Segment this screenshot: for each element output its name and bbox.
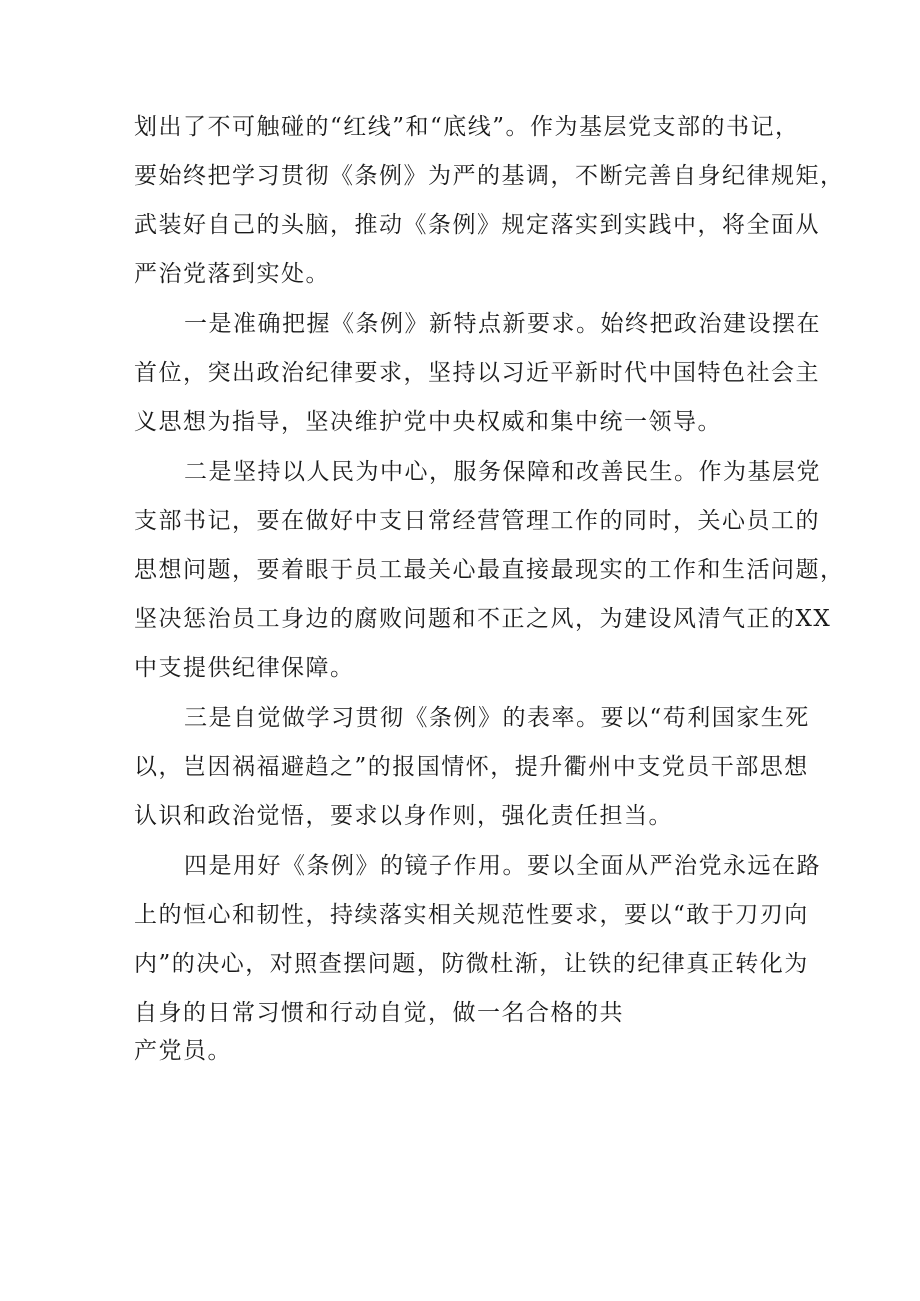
text-line: 坚决惩治员工身边的腐败问题和不正之风，为建设风清气正的XX (134, 606, 832, 632)
text-line: 思想问题，要着眼于员工最关心最直接最现实的工作和生活问题， (134, 557, 845, 583)
paragraph (134, 300, 821, 447)
text-line: 内”的决心，对照查摆问题，防微杜渐，让铁的纪律真正转化为 (134, 951, 809, 977)
text-line: 认识和政治觉悟，要求以身作则，强化责任担当。 (134, 803, 673, 829)
text-line: 以，岂因祸福避趋之”的报国情怀，提升衢州中支党员干部思想 (134, 754, 809, 780)
text-line: 四是用好《条例》的镜子作用。要以全面从严治党永远在路 (184, 853, 821, 879)
text-line: 产党员。 (134, 1038, 232, 1064)
paragraph (134, 842, 821, 1076)
text-line: 严治党落到实处。 (134, 261, 330, 287)
text-line: 三是自觉做学习贯彻《条例》的表率。要以“苟利国家生死 (184, 705, 810, 731)
text-line: 自身的日常习惯和行动自觉，做一名合格的共 (134, 1000, 624, 1026)
paragraph (134, 103, 845, 299)
text-line: 一是准确把握《条例》新特点新要求。始终把政治建设摆在 (184, 311, 821, 337)
text-line: 首位，突出政治纪律要求，坚持以习近平新时代中国特色社会主 (134, 360, 820, 386)
text-line: 中支提供纪律保障。 (134, 655, 355, 681)
text-line: 义思想为指导，坚决维护党中央权威和集中统一领导。 (134, 409, 722, 435)
paragraph (134, 448, 845, 693)
text-line: 支部书记，要在做好中支日常经营管理工作的同时，关心员工的 (134, 508, 820, 534)
text-line: 武装好自己的头脑，推动《条例》规定落实到实践中，将全面从 (134, 212, 820, 238)
text-line: 二是坚持以人民为中心，服务保障和改善民生。作为基层党 (184, 459, 821, 485)
text-line: 划出了不可触碰的“红线”和“底线”。作为基层党支部的书记， (134, 114, 800, 140)
paragraph (134, 694, 810, 841)
text-line: 要始终把学习贯彻《条例》为严的基调，不断完善自身纪律规矩， (134, 163, 845, 189)
text-line: 上的恒心和韧性，持续落实相关规范性要求，要以“敢于刀刃向 (134, 902, 809, 928)
document-body (134, 103, 845, 1076)
